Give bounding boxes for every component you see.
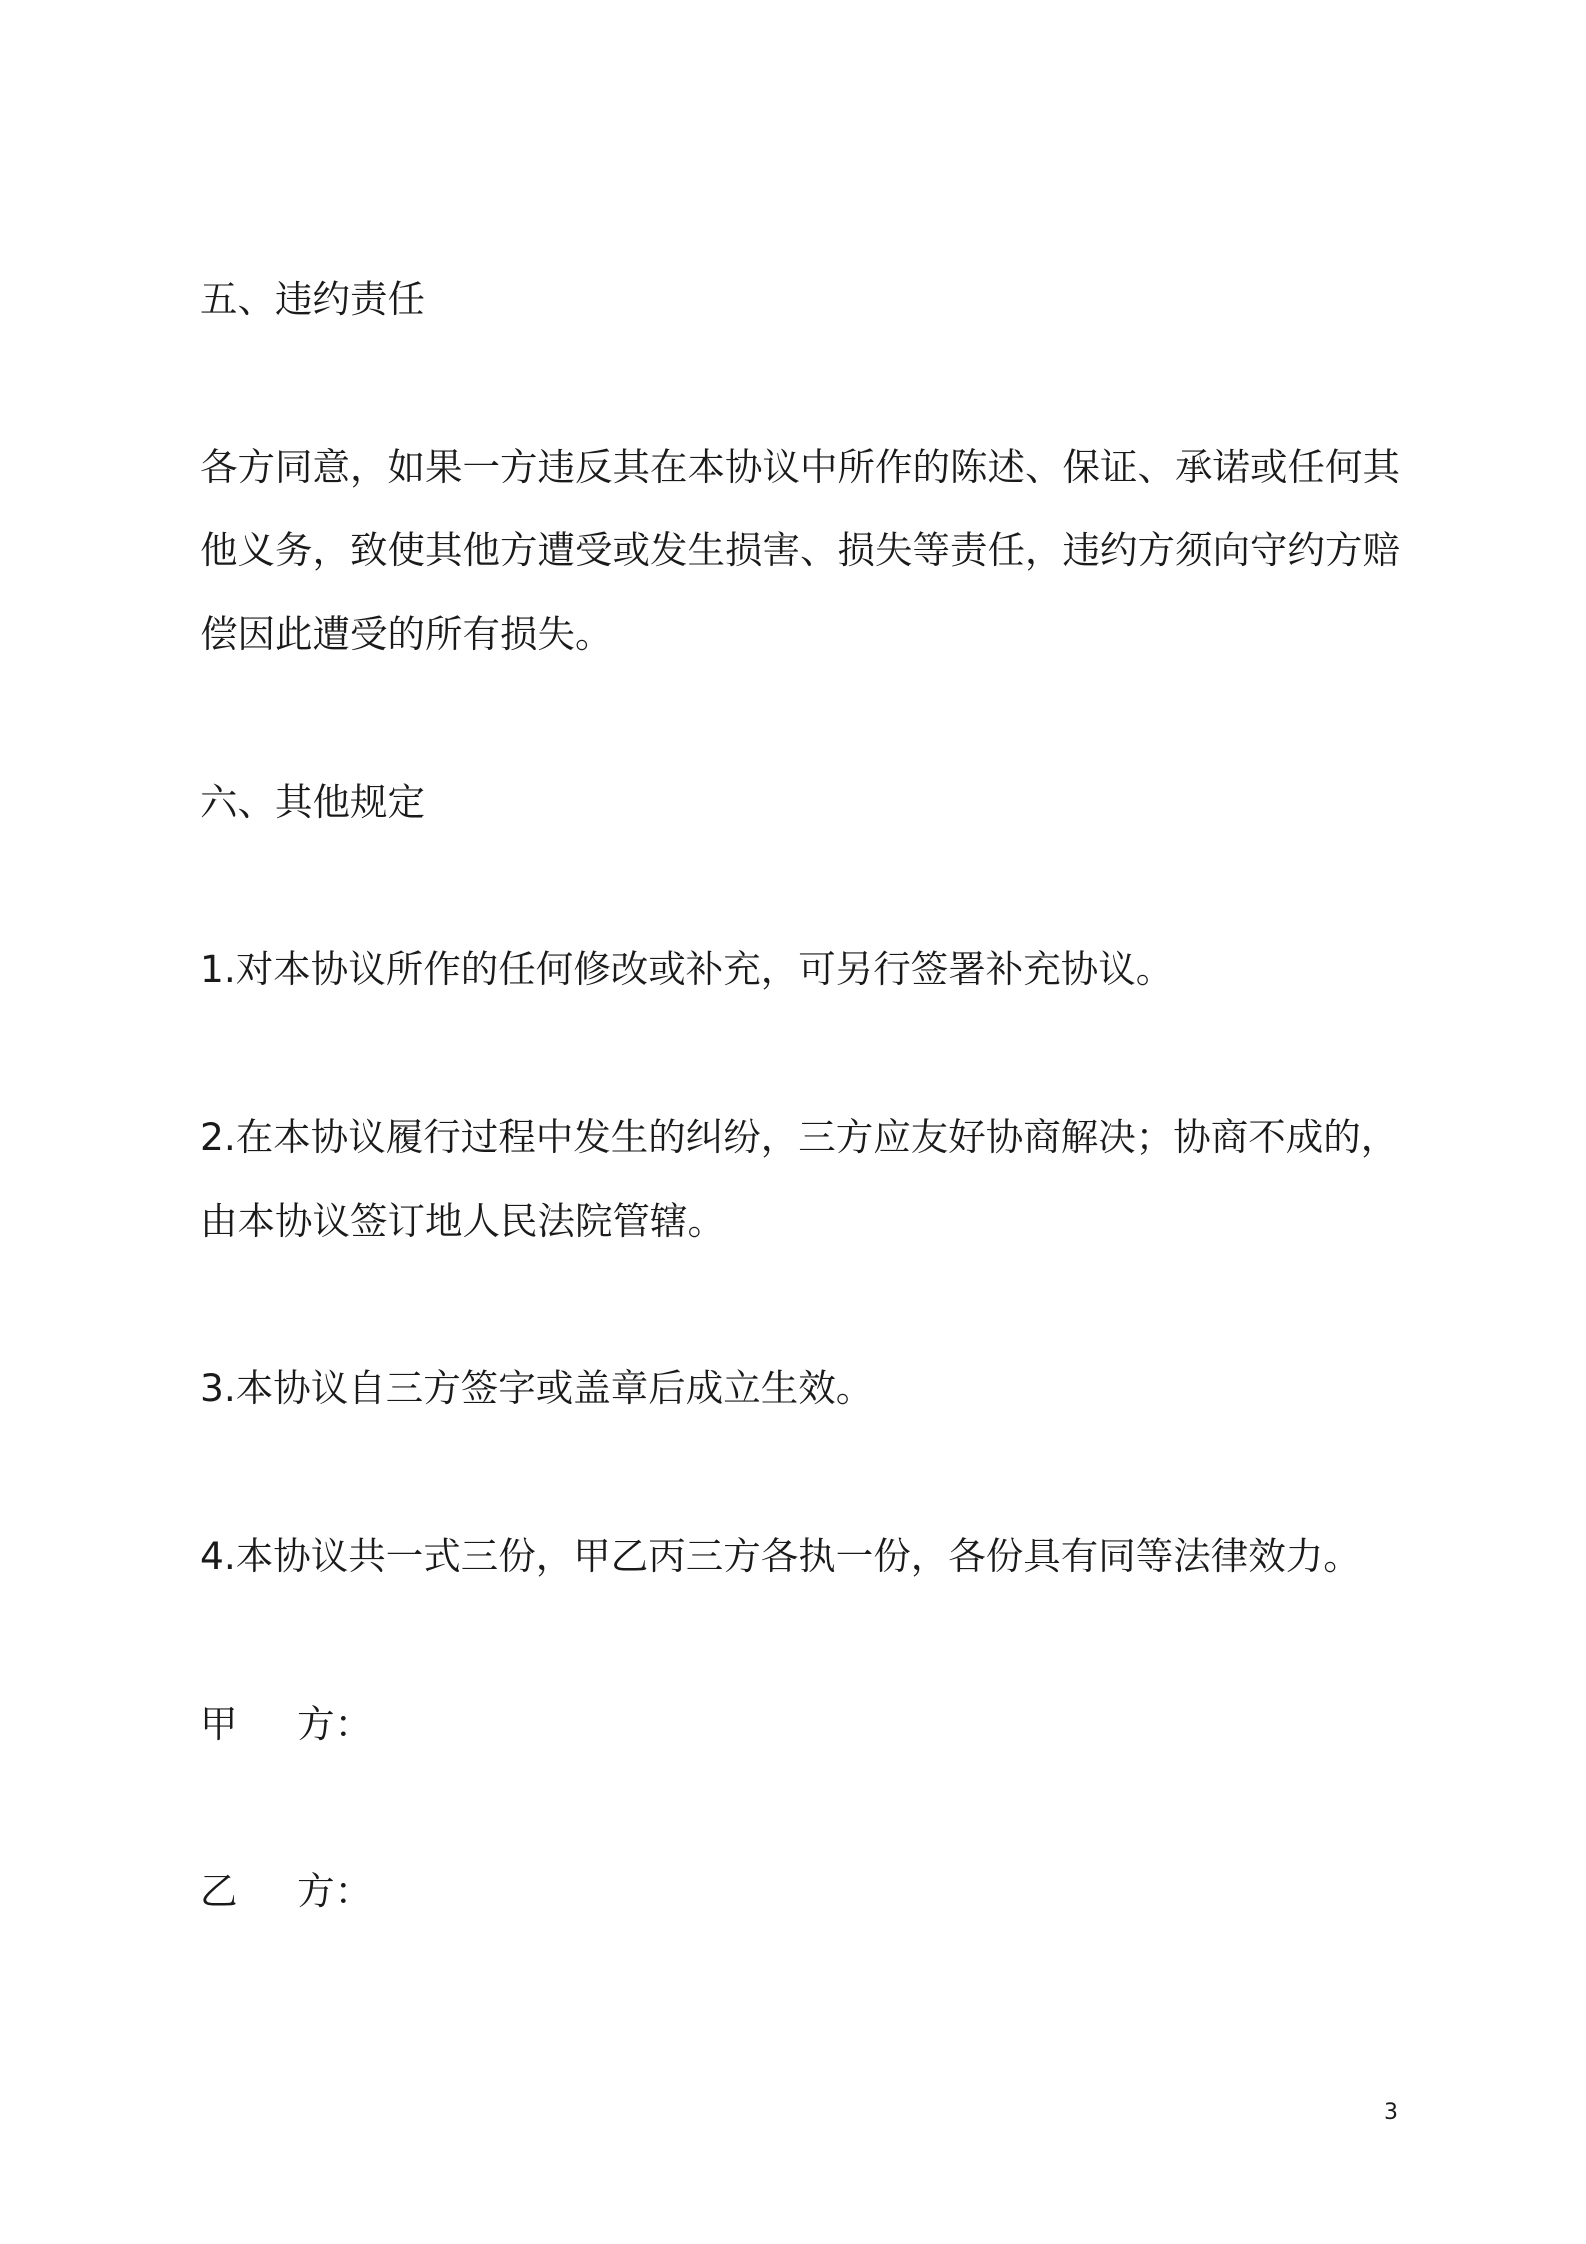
signature-party-a — [200, 1683, 1420, 1767]
paragraph-line: 偿因此遭受的所有损失。 — [200, 612, 613, 657]
clause-line: 4.本协议共一式三份，甲乙丙三方各执一份，各份具有同等法律效力。 — [200, 1533, 1361, 1578]
clause-item-1 — [200, 928, 1420, 1012]
section-6-heading — [200, 761, 1420, 845]
paragraph-line: 他义务，致使其他方遭受或发生损害、损失等责任，违约方须向守约方赔 — [200, 528, 1400, 573]
clause-line: 3.本协议自三方签字或盖章后成立生效。 — [200, 1366, 874, 1411]
section-heading: 六、其他规定 — [200, 779, 425, 824]
party-b-label: 乙 方： — [200, 1869, 373, 1914]
signature-party-b — [200, 1850, 1420, 1934]
clause-line: 由本协议签订地人民法院管辖。 — [200, 1198, 725, 1243]
clause-line: 1.对本协议所作的任何修改或补充，可另行签署补充协议。 — [200, 947, 1174, 992]
document-body — [200, 258, 1420, 2018]
clause-line: 2.在本协议履行过程中发生的纠纷，三方应友好协商解决；协商不成的， — [200, 1114, 1399, 1159]
paragraph-line: 各方同意，如果一方违反其在本协议中所作的陈述、保证、承诺或任何其 — [200, 444, 1400, 489]
party-a-label: 甲 方： — [200, 1701, 373, 1746]
page-number: 3 — [1384, 2100, 1398, 2125]
clause-item-3 — [200, 1347, 1420, 1431]
section-5-heading — [200, 258, 1420, 342]
section-heading: 五、违约责任 — [200, 277, 425, 321]
clause-item-4 — [200, 1515, 1420, 1599]
section-5-paragraph — [200, 426, 1420, 677]
clause-item-2 — [200, 1096, 1420, 1264]
